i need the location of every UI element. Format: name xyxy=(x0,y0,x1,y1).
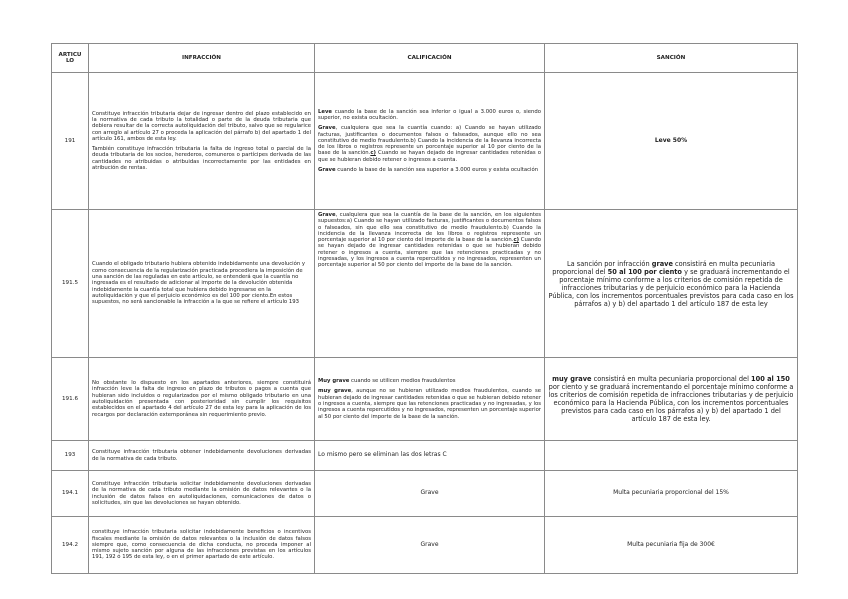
muy-grave-head xyxy=(318,378,541,384)
infraccion-cell: constituye infracción tributaria solicitar indebidamente beneficios o incentivos fiscales mediante la omisión de datos relevantes o la inclusión de datos falsos siempre que, como consecuencia de dicha conducta, no proceda imponer al mismo sujeto sanción por alguna de las infracciones previstas en los artículos 191, 192 ó 195 de esta ley, o en el primer apartado de este artículo. xyxy=(89,517,315,574)
table-row xyxy=(52,441,798,471)
sancion-cell xyxy=(545,210,798,358)
calificacion-cell xyxy=(315,358,545,441)
grave-paragraph xyxy=(318,125,541,163)
sancion-cell xyxy=(545,358,798,441)
grave-text: Cuando se hayan dejado de ingresar cantidades retenidas o que se hubieran debido retener o ingresos a cuenta. xyxy=(318,150,542,163)
header-articulo: ARTICU LO xyxy=(52,44,89,73)
leve-paragraph xyxy=(318,109,541,122)
grave-label: Grave xyxy=(318,212,336,218)
calificacion-cell: Grave xyxy=(315,471,545,517)
articulo-cell: 191.5 xyxy=(52,210,89,358)
leve-label: Leve xyxy=(318,108,333,115)
muy-grave-paragraph xyxy=(318,388,541,419)
sancion-cell: Multa pecuniaria proporcional del 15% xyxy=(545,471,798,517)
infraccion-cell xyxy=(89,73,315,210)
table-row xyxy=(52,73,798,210)
infraccion-paragraph: Constituye infracción tributaria dejar de ingresar dentro del plazo establecido en la normativa de cada tributo la totalidad o parte de la deuda tributaria que debiera resultar de la correcta autoliquidación del tributo, salvo que se regularice con arreglo al artículo 27 o proceda la aplicación del párrafo b) del apartado 1 del artículo 161, ambos de esta ley. xyxy=(92,110,311,142)
infraccion-cell: No obstante lo dispuesto en los apartados anteriores, siempre constituirá infracción leve la falta de ingreso en plazo de tributos o pagos a cuenta que hubieran sido incluidos o regularizados por el mismo obligado tributario en una autoliquidación presentada con posterioridad sin cumplir los requisitos establecidos en el apartado 4 del artículo 27 de esta ley para la aplicación de los recargos por declaración extemporánea sin requerimiento previo. xyxy=(89,358,315,441)
infraccion-cell: Cuando el obligado tributario hubiera obtenido indebidamente una devolución y como consecuencia de la regularización practicada procediera la imposición de una sanción de las reguladas en este artículo, se entenderá que la cuantía no ingresada es el resultado de adicionar al importe de la devolución obtenida indebidamente la cuantía total que hubiera debido ingresarse en la autoliquidación y que el perjuicio económico es del 100 por ciento.En estos supuestos, no será sancionable la infracción a la que se refiere el artículo 193 xyxy=(89,210,315,358)
leve-text: cuando la base de la sanción sea inferior o igual a 3.000 euros o, siendo superior, no exista ocultación. xyxy=(318,108,541,121)
articulo-cell: 194.1 xyxy=(52,471,89,517)
articulo-cell: 194.2 xyxy=(52,517,89,574)
sancion-cell xyxy=(545,73,798,210)
infraccion-cell: Constituye infracción tributaria solicitar indebidamente devoluciones derivadas de la normativa de cada tributo mediante la omisión de datos relevantes o la inclusión de datos falsos en autoliquidaciones, comunicaciones de datos o solicitudes, sin que las devoluciones se hayan obtenido. xyxy=(89,471,315,517)
sancion-text: Leve 50% xyxy=(654,136,688,144)
table-row xyxy=(52,358,798,441)
sancion-cell xyxy=(545,441,798,471)
header-calificacion: CALIFICACIÓN xyxy=(315,44,545,73)
sancion-bold: 50 al 100 por ciento xyxy=(607,267,682,276)
sancion-text: y se graduará incrementando el porcentaje mínimo conforme a los criterios de comisión repetida de infracciones tributarias y de perjuicio económico para la Hacienda Pública, con los incrementos porcentuales previstos para cada caso en los párrafos a) y b) del apartado 1 del artículo 187 de esta ley xyxy=(548,267,794,308)
sancion-bold: grave xyxy=(651,259,673,268)
header-infraccion: INFRACCIÓN xyxy=(89,44,315,73)
calificacion-cell xyxy=(315,73,545,210)
calificacion-cell: Lo mismo pero se eliminan las dos letras C xyxy=(315,441,545,471)
grave-ocultacion-text: cuando la base de la sanción sea superior a 3.000 euros y exista ocultación xyxy=(337,167,539,174)
grave-label: Grave xyxy=(318,125,336,132)
header-sancion: SANCIÓN xyxy=(545,44,798,73)
table-row xyxy=(52,210,798,358)
muy-grave-label: muy grave xyxy=(318,388,352,395)
muy-grave-head-text: cuando se utilicen medios fraudulentos xyxy=(349,378,456,385)
articulo-cell: 191.6 xyxy=(52,358,89,441)
calificacion-cell xyxy=(315,210,545,358)
infraccion-paragraph: También constituye infracción tributaria la falta de ingreso total o parcial de la deuda tributaria de los socios, herederos, comuneros o partícipes derivada de las cantidades no atribuidas o atribuidas incorrectamente por las entidades en atribución de rentas. xyxy=(92,146,311,172)
sancion-text: consistirá en multa pecuniaria proporcional del xyxy=(552,259,775,276)
muy-grave-text: , aunque no se hubieran utilizado medios fraudulentos, cuando se hubieran dejado de ingresar cantidades retenidas o que se hubieran debido retener o ingresos a cuenta, siempre que las retenciones practicadas y no ingresadas, y los ingresos a cuenta repercutidos y no ingresados, representen un porcentaje superior al 50 por ciento del importe de la base de la sanción. xyxy=(318,388,541,420)
articulo-cell: 193 xyxy=(52,441,89,471)
sancion-bold: muy grave xyxy=(552,375,592,383)
calificacion-cell: Grave xyxy=(315,517,545,574)
grave-ocultacion-paragraph xyxy=(318,167,541,173)
sancion-cell: Multa pecuniaria fija de 300€ xyxy=(545,517,798,574)
sancion-text: La sanción por infracción xyxy=(566,259,652,268)
sancion-text: consistirá en multa pecuniaria proporcional del xyxy=(591,375,752,383)
table-row xyxy=(52,517,798,574)
grave-label: Grave xyxy=(318,167,336,174)
grave-text: , cualquiera que sea la cuantía cuando: a) Cuando se hayan utilizado facturas, justificantes o documentos falsos o falseados, aunque ello no sea constitutivo de medio fraudulento.b) Cuando la incidencia de la llevanza incorrecta de los libros o registros represente un porcentaje superior al 10 por ciento de la base de la sanción. xyxy=(318,125,541,157)
grave-text: , cualquiera que sea la cuantía de la base de la sanción, en los siguientes supuestos:a) Cuando se hayan utilizado facturas, justificantes o documentos falsos o falseados, sin que ello sea constitutivo de medio fraudulento.b) Cuando la incidencia de la llevanza incorrecta de los libros o registros represente un porcentaje superior al 10 por ciento del importe de la base de la sanción. xyxy=(318,212,541,244)
grave-text: Cuando se hayan dejado de ingresar cantidades retenidas o que se hubieran debido retener o ingresos a cuenta, siempre que las retenciones practicadas y no ingresadas, y los ingresos a cuenta repercutidos y no ingresados, representen un porcentaje superior al 50 por ciento del importe de la base de la sanción. xyxy=(318,237,542,269)
sancion-bold: 100 al 150 xyxy=(751,375,790,383)
articulo-cell: 191 xyxy=(52,73,89,210)
infractions-table xyxy=(51,43,798,574)
infraccion-cell: Constituye infracción tributaria obtener indebidamente devoluciones derivadas de la normativa de cada tributo. xyxy=(89,441,315,471)
table-row xyxy=(52,471,798,517)
sancion-text: por ciento y se graduará incrementando el porcentaje mínimo conforme a los criterios de comisión repetida de infracciones tributarias y de perjuicio económico para la Hacienda Pública, con los incrementos porcentuales previstos para cada caso en los párrafos a) y b) del apartado 1 del artículo 187 de esta ley. xyxy=(548,383,794,423)
muy-grave-label: Muy grave xyxy=(318,378,350,385)
grave-c-label: c) xyxy=(370,150,376,157)
grave-c-label: c) xyxy=(513,237,519,244)
header-row xyxy=(52,44,798,73)
